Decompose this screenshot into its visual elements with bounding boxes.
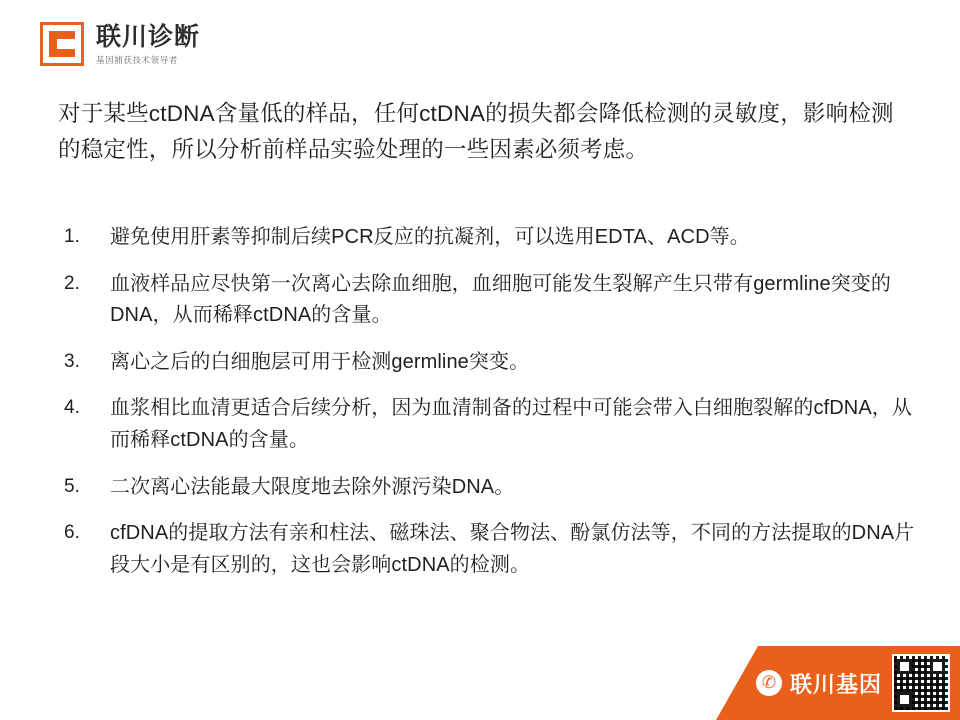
lead-paragraph: 对于某些ctDNA含量低的样品，任何ctDNA的损失都会降低检测的灵敏度，影响检测的稳定性，所以分析前样品实验处理的一些因素必须考虑。 xyxy=(58,101,894,163)
list-item xyxy=(58,347,928,379)
list-item-text: 血液样品应尽快第一次离心去除血细胞，血细胞可能发生裂解产生只带有germline突变的DNA，从而稀释ctDNA的含量。 xyxy=(110,272,891,327)
list-item xyxy=(58,222,928,254)
list-item-text: 离心之后的白细胞层可用于检测germline突变。 xyxy=(110,350,530,373)
badge-content xyxy=(756,654,950,712)
list-item-number: 6. xyxy=(64,522,80,544)
list-item-text: 血浆相比血清更适合后续分析，因为血清制备的过程中可能会带入白细胞裂解的cfDNA，从而稀释ctDNA的含量。 xyxy=(110,397,912,451)
wechat-account-name: 联川基因 xyxy=(789,671,882,697)
wechat-icon: ✆ xyxy=(756,670,782,696)
list-item-text: 避免使用肝素等抑制后续PCR反应的抗凝剂，可以选用EDTA、ACD等。 xyxy=(110,226,750,248)
list-item-number: 3. xyxy=(64,350,80,372)
list-item-number: 1. xyxy=(64,226,80,247)
wechat-footer-badge xyxy=(716,646,960,720)
list-item xyxy=(58,518,928,581)
brand-name: 联川诊断 xyxy=(96,23,201,52)
list-item xyxy=(58,393,928,456)
logo-text xyxy=(96,24,200,65)
list-item xyxy=(58,269,928,332)
logo-mark-icon xyxy=(40,22,86,68)
brand-logo xyxy=(40,22,200,68)
list-item-text: cfDNA的提取方法有亲和柱法、磁珠法、聚合物法、酚氯仿法等，不同的方法提取的DNA片段大小是有区别的，这也会影响ctDNA的检测。 xyxy=(110,522,915,576)
list-item xyxy=(58,472,928,504)
qr-code-icon xyxy=(892,654,950,712)
list-item-number: 4. xyxy=(64,397,80,419)
list-item-text: 二次离心法能最大限度地去除外源污染DNA。 xyxy=(110,475,515,498)
list-item-number: 5. xyxy=(64,475,80,497)
list-item-number: 2. xyxy=(64,272,80,294)
numbered-list xyxy=(58,222,928,596)
brand-tagline: 基因捕获技术领导者 xyxy=(96,54,178,65)
